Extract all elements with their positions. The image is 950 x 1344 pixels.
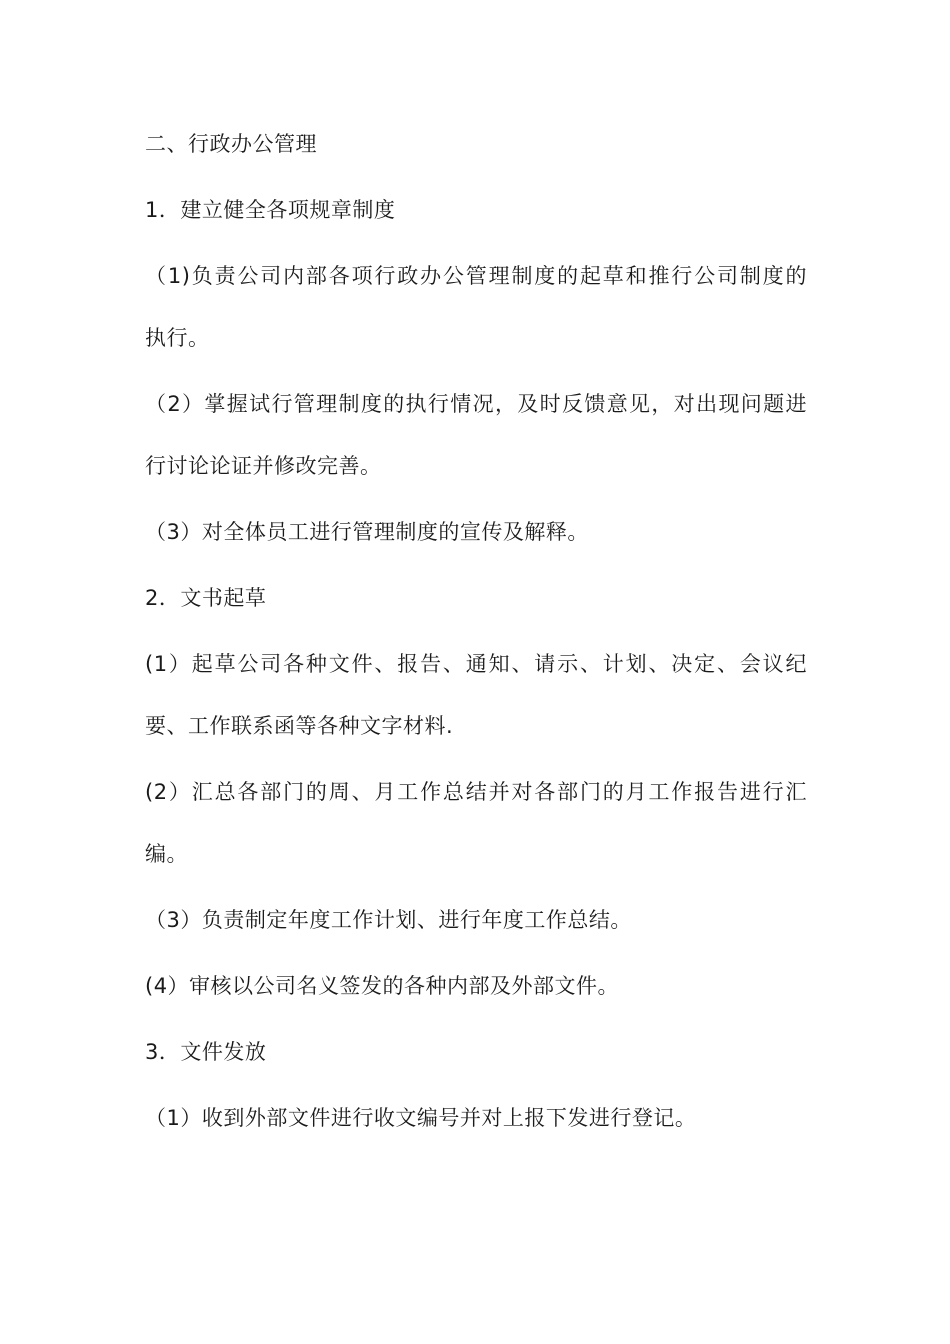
item2-paragraph3: （3）负责制定年度工作计划、进行年度工作总结。 [145,908,632,932]
item1-heading: 1．建立健全各项规章制度 [145,198,396,222]
item1-paragraph2-line1: （2）掌握试行管理制度的执行情况，及时反馈意见，对出现问题进 [145,392,807,416]
item2-heading: 2．文书起草 [145,586,267,610]
item1-paragraph2-line2: 行讨论论证并修改完善。 [145,454,382,478]
section-title: 二、行政办公管理 [145,132,317,156]
item1-paragraph1-line2: 执行。 [145,326,210,350]
item2-paragraph1-line2: 要、工作联系函等各种文字材料. [145,714,454,738]
item2-paragraph2-line1: (2）汇总各部门的周、月工作总结并对各部门的月工作报告进行汇 [145,780,807,804]
item3-paragraph1: （1）收到外部文件进行收文编号并对上报下发进行登记。 [145,1106,697,1130]
item2-paragraph1-line1: (1）起草公司各种文件、报告、通知、请示、计划、决定、会议纪 [145,652,807,676]
item2-paragraph4: (4）审核以公司名义签发的各种内部及外部文件。 [145,974,620,998]
item1-paragraph3: （3）对全体员工进行管理制度的宣传及解释。 [145,520,589,544]
item1-paragraph1-line1: （1)负责公司内部各项行政办公管理制度的起草和推行公司制度的 [145,264,807,288]
document-body [145,128,807,1134]
item3-heading: 3．文件发放 [145,1040,267,1064]
item2-paragraph2-line2: 编。 [145,842,188,866]
